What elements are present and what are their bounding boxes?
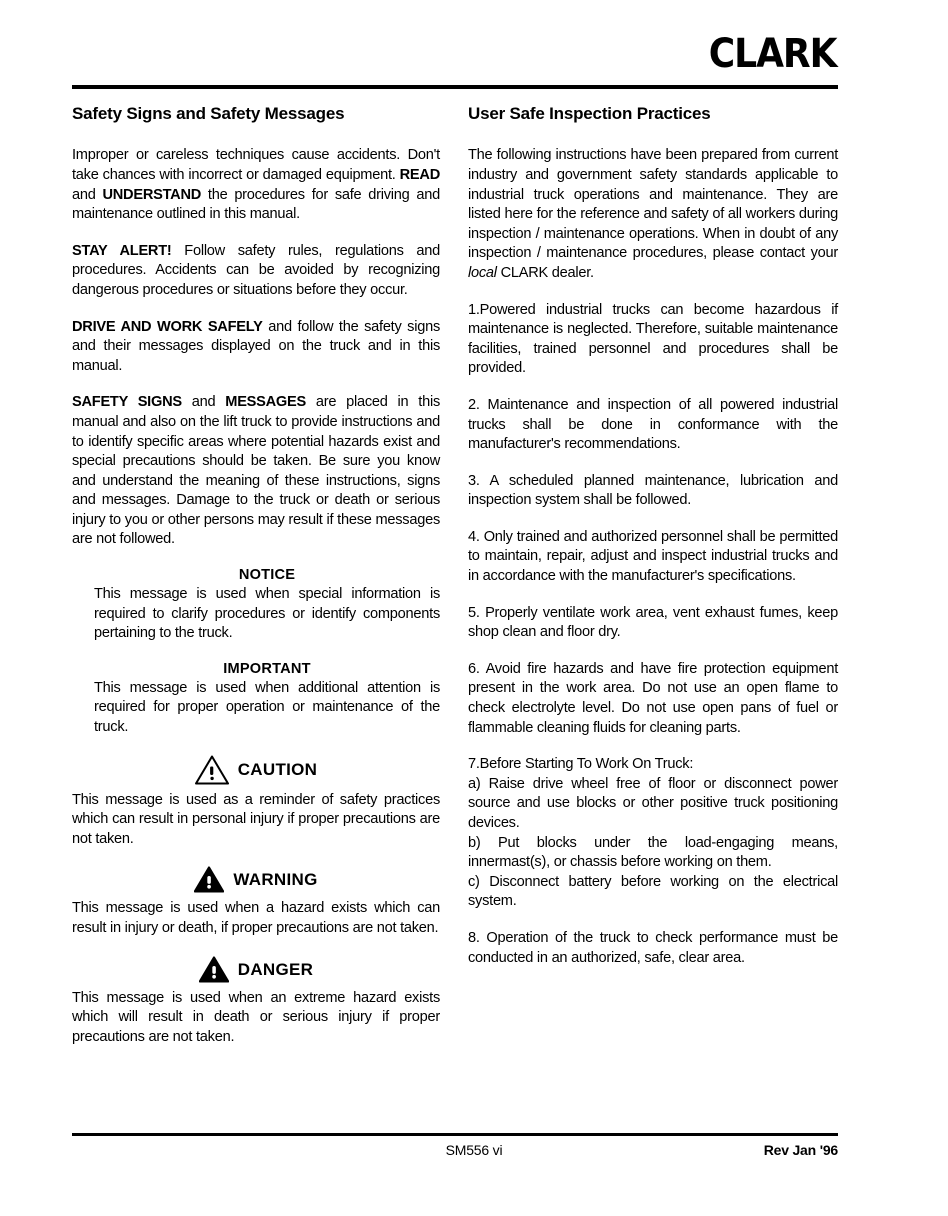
text-run: and [72, 186, 103, 203]
inspection-practice-item: 1.Powered industrial trucks can become hazardous if maintenance is neglected. Therefore, suitable maintenance facilities, trained personnel and procedures shall be provided. [468, 301, 838, 377]
text-run: are placed in this manual and also on the lift truck to provide instructions and to identify specific areas where potential hazards exist and special precautions should be taken. Be sure you know and understand the meaning of these instructions, signs and messages. Damage to the truck or death or serious injury to you or other persons may result if these messages are not followed. [72, 394, 441, 548]
alert-heading [72, 956, 440, 983]
text-run: DRIVE AND WORK SAFELY [72, 318, 263, 335]
left-column-paragraphs [72, 146, 440, 550]
notice-body: This message is used when special information is required to clarify procedures or identify components pertaining to the truck. [94, 586, 440, 642]
alert-block-danger [72, 956, 440, 1048]
item-7-subitem: a) Raise drive wheel free of floor or disconnect power source and use blocks or other positive truck positioning devices. [468, 775, 838, 832]
alert-body: This message is used as a reminder of safety practices which can result in personal injury if proper precautions are not taken. [72, 791, 440, 847]
left-column-title: Safety Signs and Safety Messages [72, 104, 345, 123]
text-run: MESSAGES [225, 394, 306, 411]
header-divider [72, 85, 838, 89]
warning-triangle-solid-icon [194, 866, 224, 893]
notice-block [72, 661, 440, 738]
inspection-practice-item: 2. Maintenance and inspection of all powered industrial trucks shall be done in conformance with the manufacturer's recommendations. [468, 396, 838, 453]
item-7-subitem: b) Put blocks under the load-engaging means, innermast(s), or chassis before working on them. [468, 834, 838, 871]
text-run: local [468, 264, 497, 281]
text-run: SAFETY SIGNS [72, 394, 182, 411]
text-run: Improper or careless techniques cause accidents. Don't take chances with incorrect or damaged equipment. [72, 147, 440, 183]
danger-triangle-solid-icon [199, 956, 229, 983]
left-paragraph [72, 242, 440, 301]
text-run: CLARK dealer. [496, 264, 594, 281]
footer-divider [72, 1133, 838, 1136]
text-run: The following instructions have been prepared from current industry and government safety standards applicable to industrial truck operations and maintenance. They are listed here for the reference and safety of all workers during inspection / maintenance operations. When in doubt of any inspection / maintenance procedures, please contact your [468, 147, 838, 262]
notice-heading: NOTICE [238, 567, 296, 584]
alert-body: This message is used when an extreme hazard exists which will result in death or serious injury if proper precautions are not taken. [72, 989, 440, 1045]
notice-heading: IMPORTANT [223, 660, 311, 677]
notice-block [72, 567, 440, 644]
inspection-practice-item-8: 8. Operation of the truck to check performance must be conducted in an authorized, safe, clear area. [468, 929, 838, 966]
alert-block-caution [72, 755, 440, 850]
text-run: Follow safety rules, regulations and procedures. Accidents can be avoided by recognizing dangerous procedures or situations before they occur. [72, 242, 441, 298]
footer-revision: Rev Jan '96 [763, 1142, 838, 1158]
text-run: and [181, 394, 226, 411]
alert-blocks [72, 755, 440, 1048]
item-7-subitem: c) Disconnect battery before working on the electrical system. [468, 873, 838, 910]
alert-label: WARNING [233, 870, 318, 890]
alert-block-warning [72, 866, 440, 938]
clark-logo: CLARK [708, 30, 836, 78]
text-run: UNDERSTAND [102, 186, 202, 203]
item-7-heading: 7.Before Starting To Work On Truck: [468, 756, 694, 773]
right-column-title: User Safe Inspection Practices [468, 104, 711, 123]
alert-heading [72, 755, 440, 785]
footer-document-number: SM556 vi [445, 1142, 503, 1158]
inspection-practice-items [468, 301, 838, 739]
alert-heading [72, 866, 440, 893]
right-column-intro [468, 146, 838, 283]
notice-blocks [72, 567, 440, 738]
inspection-practice-item-7 [468, 755, 838, 912]
inspection-practice-item: 5. Properly ventilate work area, vent exhaust fumes, keep shop clean and floor dry. [468, 604, 838, 641]
alert-label: DANGER [237, 959, 314, 979]
alert-label: CAUTION [237, 760, 318, 780]
text-run: the procedures for safe driving and maintenance outlined in this manual. [72, 186, 440, 223]
left-paragraph [72, 318, 440, 377]
inspection-practice-item: 4. Only trained and authorized personnel shall be permitted to maintain, repair, adjust and inspect industrial trucks and in accordance with the manufacturer's specifications. [468, 528, 838, 585]
left-paragraph [72, 393, 440, 550]
left-paragraph [72, 146, 440, 224]
caution-triangle-outline-icon [195, 755, 229, 785]
left-column [72, 104, 440, 1064]
text-run: STAY ALERT! [72, 242, 172, 259]
alert-body: This message is used when a hazard exists which can result in injury or death, if proper precautions are not taken. [72, 900, 440, 937]
notice-body: This message is used when additional attention is required for proper operation or maintenance of the truck. [94, 679, 440, 736]
right-column [468, 104, 838, 968]
inspection-practice-item: 3. A scheduled planned maintenance, lubrication and inspection system shall be followed. [468, 472, 838, 509]
text-run: READ [399, 166, 440, 183]
inspection-practice-item: 6. Avoid fire hazards and have fire protection equipment present in the work area. Do not use an open flame to check electrolyte level. Do not use open pans of fuel or flammable cleaning fluids for cleaning parts. [468, 660, 838, 736]
text-run: and follow the safety signs and their messages displayed on the truck and in this manual. [72, 318, 440, 374]
